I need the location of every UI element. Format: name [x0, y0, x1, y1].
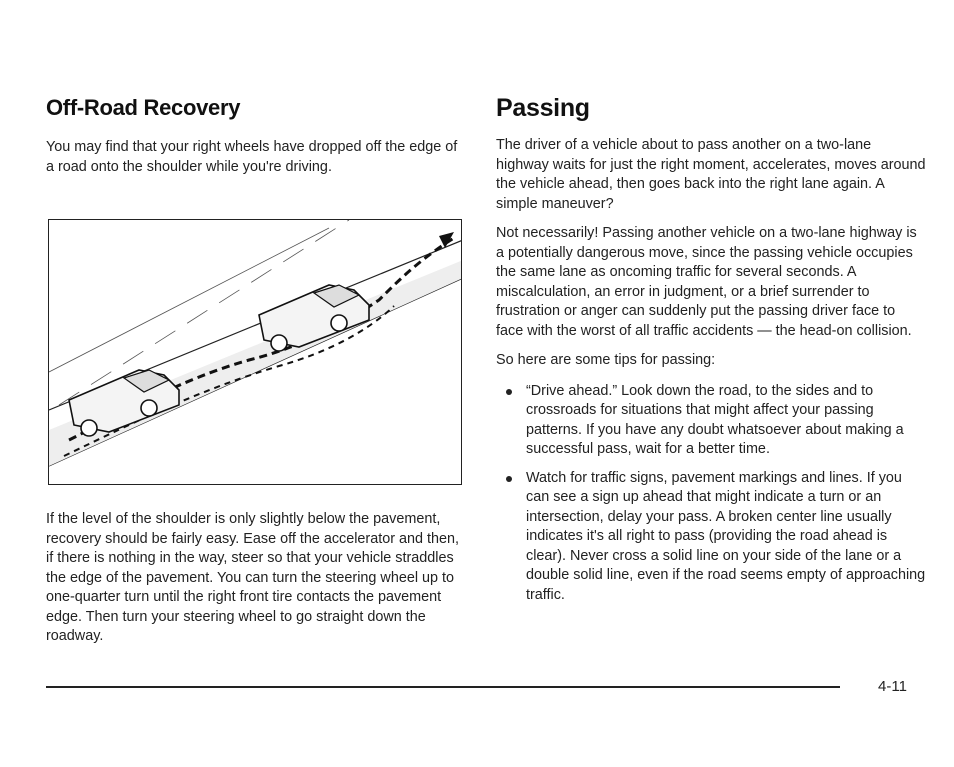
off-road-recovery-illustration — [48, 219, 462, 485]
list-item — [496, 382, 926, 460]
truck-back-icon — [259, 285, 369, 351]
footer-rule — [46, 686, 840, 688]
road-and-trucks-drawing — [49, 220, 462, 485]
list-item — [496, 469, 926, 606]
left-column — [46, 92, 466, 644]
page-number: 4-11 — [878, 678, 907, 695]
passing-paragraph-3: So here are some tips for passing: — [496, 352, 716, 368]
bullet-icon — [506, 389, 512, 395]
passing-heading: Passing — [496, 94, 590, 122]
off-road-body-paragraph: If the level of the shoulder is only slightly below the pavement, recovery should be fairly easy. Ease off the accelerator and then, if there is nothing in the way, steer so that your vehicle straddles the edge of the pavement. You can turn the steering wheel up to one-quarter turn until the right front tire contacts the pavement edge. Then turn your steering wheel to go straight down the roadway. — [46, 511, 460, 644]
right-column — [496, 92, 926, 605]
list-item-text: Watch for traffic signs, pavement markings and lines. If you can see a sign up ahead that might indicate a turn or an intersection, delay your pass. A broken center line usually indicates it's all right to pass (providing the road ahead is clear). Never cross a solid line on your side of the lane or a double solid line, even if the road seems empty of approaching traffic. — [526, 469, 926, 603]
bullet-icon — [506, 476, 512, 482]
off-road-intro-paragraph: You may find that your right wheels have dropped off the edge of a road onto the shoulder while you're driving. — [46, 139, 458, 175]
passing-tips-list — [496, 382, 926, 606]
list-item-text: “Drive ahead.” Look down the road, to the sides and to crossroads for situations that might affect your passing patterns. If you have any doubt whatsoever about making a successful pass, wait for a better time. — [526, 382, 904, 457]
passing-paragraph-1: The driver of a vehicle about to pass another on a two-lane highway waits for just the right moment, accelerates, moves around the vehicle ahead, then goes back into the right lane again. A simple maneuver? — [496, 137, 926, 212]
passing-paragraph-2: Not necessarily! Passing another vehicle on a two-lane highway is a potentially dangerous move, since the passing vehicle occupies the same lane as oncoming traffic for several seconds. A miscalculation, an error in judgment, or a brief surrender to frustration or anger can suddenly put the passing driver face to face with the worst of all traffic accidents — the head-on collision. — [496, 225, 917, 339]
truck-front-icon — [69, 370, 179, 436]
off-road-recovery-heading: Off-Road Recovery — [46, 95, 241, 120]
